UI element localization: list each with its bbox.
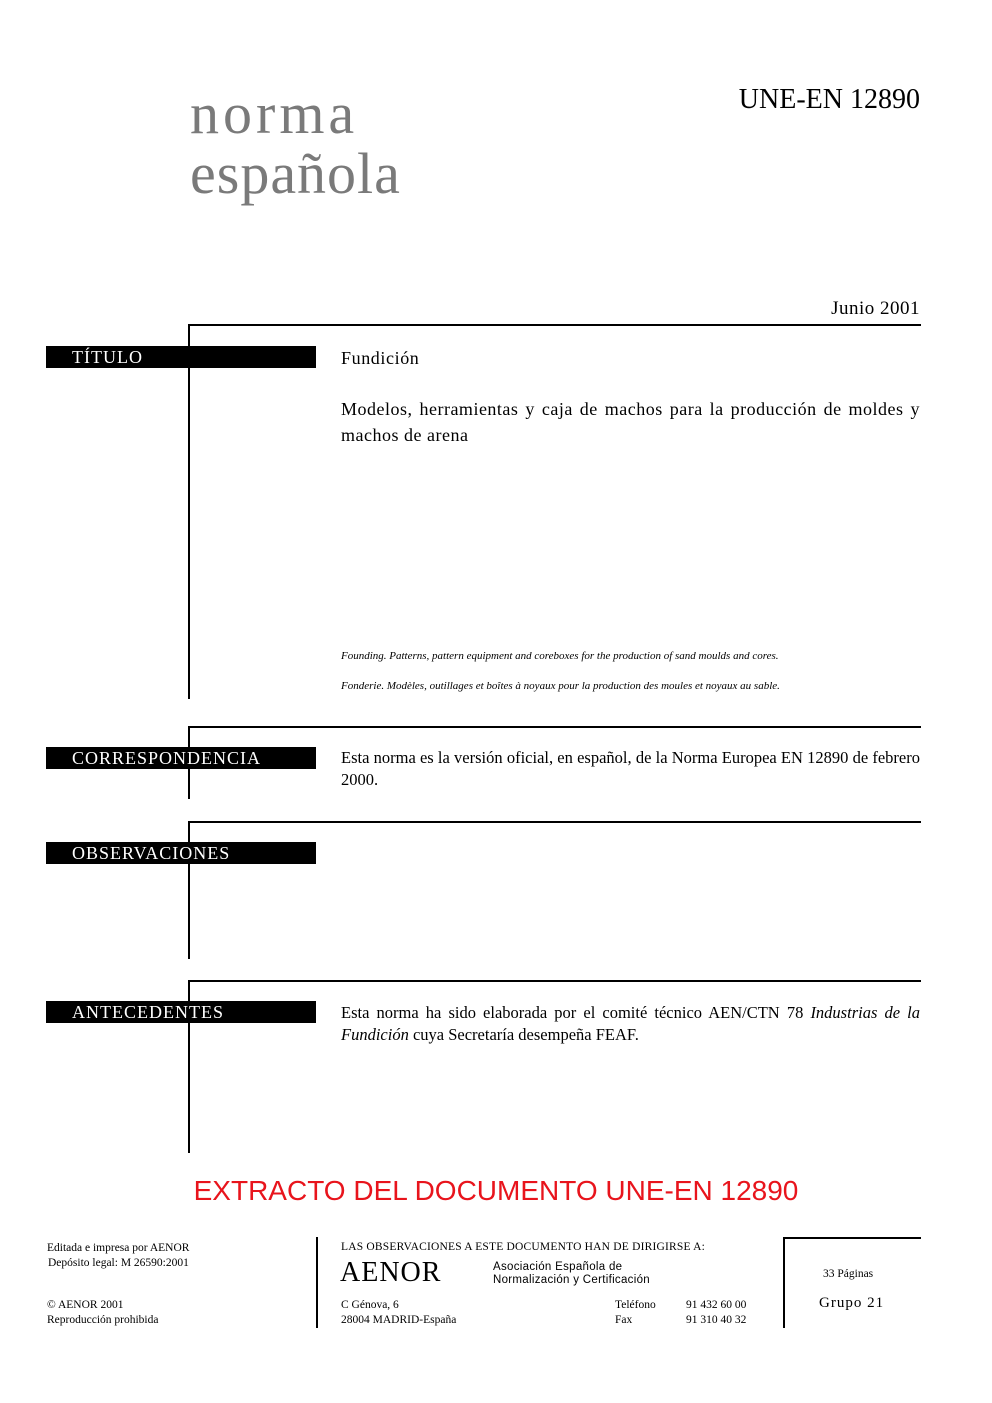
correspondencia-top-rule (188, 726, 921, 728)
observaciones-label: OBSERVACIONES (46, 842, 316, 864)
footer-telefono-label: Teléfono (615, 1299, 656, 1311)
antecedentes-label: ANTECEDENTES (46, 1001, 316, 1023)
footer-fax-label: Fax (615, 1314, 633, 1326)
footer-divider-left (316, 1237, 318, 1328)
footer-edited: Editada e impresa por AENOR (47, 1242, 190, 1254)
correspondencia-text: Esta norma es la versión oficial, en español, de la Norma Europea EN 12890 de febrero 2000. (341, 748, 920, 789)
footer-grupo: Grupo 21 (819, 1295, 885, 1311)
footer-paginas: 33 Páginas (823, 1268, 874, 1280)
antecedentes-text (341, 1002, 920, 1046)
observaciones-top-rule (188, 821, 921, 823)
titulo-top-rule (188, 324, 921, 326)
footer-box-left-rule (783, 1237, 785, 1328)
antecedentes-text-part2: cuya Secretaría desempeña FEAF. (408, 1025, 639, 1044)
titulo-left-rule (188, 324, 190, 699)
footer-address1: C Génova, 6 (341, 1299, 399, 1311)
brand-norma: norma (190, 81, 359, 146)
title-subtitle: Modelos, herramientas y caja de machos para la producción de moldes y machos de arena (341, 399, 920, 445)
correspondencia-label: CORRESPONDENCIA (46, 747, 316, 769)
footer-reproduccion: Reproducción prohibida (47, 1314, 159, 1326)
footer-address2: 28004 MADRID-España (341, 1314, 457, 1326)
antecedentes-text-part1: Esta norma ha sido elaborada por el comité técnico AEN/CTN 78 (341, 1003, 811, 1022)
antecedentes-committee-name: Industrias de la Fundición (341, 1003, 920, 1044)
publication-date: Junio 2001 (831, 298, 920, 319)
aenor-assoc-line2: Normalización y Certificación (493, 1274, 650, 1286)
footer-copyright: © AENOR 2001 (47, 1299, 124, 1311)
title-french: Fonderie. Modèles, outillages et boîtes à noyaux pour la production des moules et noyaux au sable. (341, 680, 780, 692)
footer-observaciones-dirigir: LAS OBSERVACIONES A ESTE DOCUMENTO HAN DE DIRIGIRSE A: (341, 1241, 706, 1253)
aenor-assoc-line1: Asociación Española de (493, 1261, 623, 1273)
title-english: Founding. Patterns, pattern equipment and coreboxes for the production of sand moulds and cores. (341, 650, 779, 662)
antecedentes-top-rule (188, 980, 921, 982)
aenor-logo: AENOR (340, 1257, 442, 1288)
footer-telefono: 91 432 60 00 (686, 1299, 747, 1311)
footer-fax: 91 310 40 32 (686, 1314, 747, 1326)
standard-code: UNE-EN 12890 (738, 84, 920, 115)
title-main: Fundición (341, 348, 420, 368)
brand-espanola: española (190, 141, 401, 206)
extract-watermark: EXTRACTO DEL DOCUMENTO UNE-EN 12890 (193, 1175, 799, 1206)
footer-box-top-rule (783, 1237, 921, 1239)
titulo-label: TÍTULO (46, 346, 316, 368)
footer-deposito: Depósito legal: M 26590:2001 (48, 1257, 189, 1269)
